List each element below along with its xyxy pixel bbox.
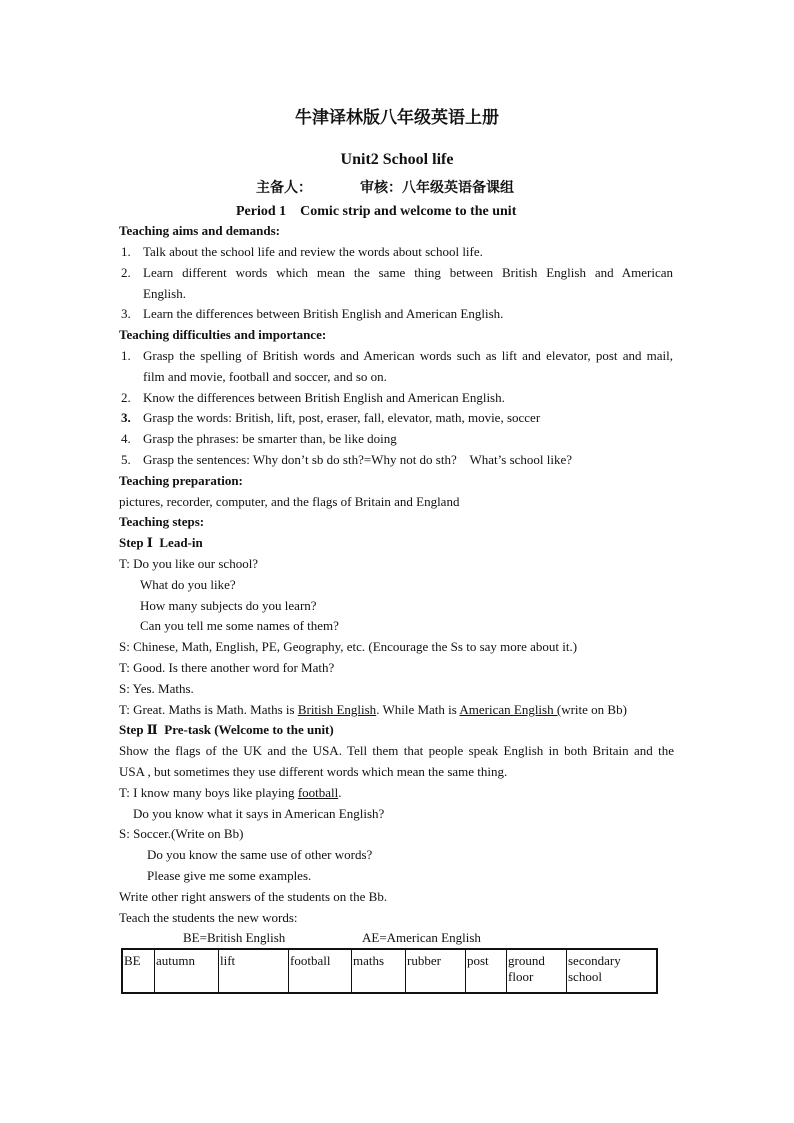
dialogue-line: S: Chinese, Math, English, PE, Geography, etc. (Encourage the Ss to say more about it.) (119, 639, 578, 654)
dialogue-line: Teach the students the new words: (119, 910, 298, 925)
underlined-term: football (297, 785, 339, 800)
dialogue-line: Can you tell me some names of them? (140, 618, 339, 633)
table-cell: lift (219, 949, 289, 993)
diff-num-5: 5. (121, 452, 131, 467)
dialogue-line: How many subjects do you learn? (140, 598, 317, 613)
table-cell: post (466, 949, 507, 993)
preparer-label: 主备人： (256, 181, 312, 196)
text-part: T: Great. Maths is Math. Maths is (119, 702, 298, 717)
text-part: write on Bb) (561, 702, 627, 717)
dialogue-line: S: Yes. Maths. (119, 681, 194, 696)
table-cell: BE (122, 949, 155, 993)
dialogue-line-boys (119, 785, 342, 801)
step2-para-line1: Show the flags of the UK and the USA. Tell them that people speak English in both Britain and the (119, 743, 674, 758)
text-part: T: I know many boys like playing (119, 785, 298, 800)
underlined-term: British English (297, 702, 377, 717)
table-cell: maths (352, 949, 406, 993)
aims-num-1: 1. (121, 244, 131, 259)
diff-num-4: 4. (121, 431, 131, 446)
aims-num-3: 3. (121, 306, 131, 321)
diff-item-5: Grasp the sentences: Why don’t sb do sth?=Why not do sth? What’s school like? (143, 452, 573, 467)
preparation-text: pictures, recorder, computer, and the flags of Britain and England (119, 494, 460, 509)
difficulties-heading: Teaching difficulties and importance: (119, 327, 327, 342)
underlined-term: American English ( (459, 702, 562, 717)
aims-item-2-cont: English. (143, 286, 186, 301)
unit-title: Unit2 School life (340, 151, 454, 168)
period-title: Period 1 Comic strip and welcome to the unit (236, 204, 517, 219)
diff-item-1-cont: film and movie, football and soccer, and so on. (143, 369, 387, 384)
table-row (122, 949, 657, 993)
dialogue-line: Write other right answers of the students on the Bb. (119, 889, 388, 904)
table-cell: ground floor (507, 949, 567, 993)
dialogue-line: Do you know the same use of other words? (147, 847, 373, 862)
dialogue-line: S: Soccer.(Write on Bb) (119, 826, 244, 841)
book-title: 牛津译林版八年级英语上册 (295, 108, 499, 127)
diff-item-3: Grasp the words: British, lift, post, eraser, fall, elevator, math, movie, soccer (143, 410, 541, 425)
diff-item-2: Know the differences between British English and American English. (143, 390, 505, 405)
preparation-heading: Teaching preparation: (119, 473, 243, 488)
aims-item-2: Learn different words which mean the same thing between British English and American (143, 265, 673, 280)
dialogue-line: T: Do you like our school? (119, 556, 259, 571)
legend-ae: AE=American English (362, 930, 481, 945)
diff-item-4: Grasp the phrases: be smarter than, be like doing (143, 431, 397, 446)
diff-num-1: 1. (121, 348, 131, 363)
table-cell: football (289, 949, 352, 993)
dialogue-line: What do you like? (140, 577, 236, 592)
text-part: . (338, 785, 342, 800)
aims-item-1: Talk about the school life and review the words about school life. (143, 244, 483, 259)
step2-para-line2: USA , but sometimes they use different words which mean the same thing. (119, 764, 508, 779)
diff-item-1: Grasp the spelling of British words and American words such as lift and elevator, post and mail, (143, 348, 673, 363)
aims-num-2: 2. (121, 265, 131, 280)
reviewer: 审核：八年级英语备课组 (360, 181, 514, 196)
step2-title: Step Ⅱ Pre-task (Welcome to the unit) (119, 722, 334, 737)
dialogue-line: Do you know what it says in American English? (133, 806, 385, 821)
dialogue-line-great (119, 702, 627, 718)
dialogue-line: Please give me some examples. (147, 868, 312, 883)
aims-item-3: Learn the differences between British English and American English. (143, 306, 504, 321)
dialogue-line: T: Good. Is there another word for Math? (119, 660, 335, 675)
steps-heading: Teaching steps: (119, 514, 205, 529)
aims-heading: Teaching aims and demands: (119, 223, 280, 238)
text-part: . While Math is (376, 702, 460, 717)
table-cell: autumn (155, 949, 219, 993)
diff-num-3: 3. (121, 410, 131, 425)
vocab-table (121, 948, 658, 994)
table-cell: secondary school (567, 949, 658, 993)
table-cell: rubber (406, 949, 466, 993)
diff-num-2: 2. (121, 390, 131, 405)
legend-be: BE=British English (183, 930, 286, 945)
step1-title: Step Ⅰ Lead-in (119, 535, 203, 550)
